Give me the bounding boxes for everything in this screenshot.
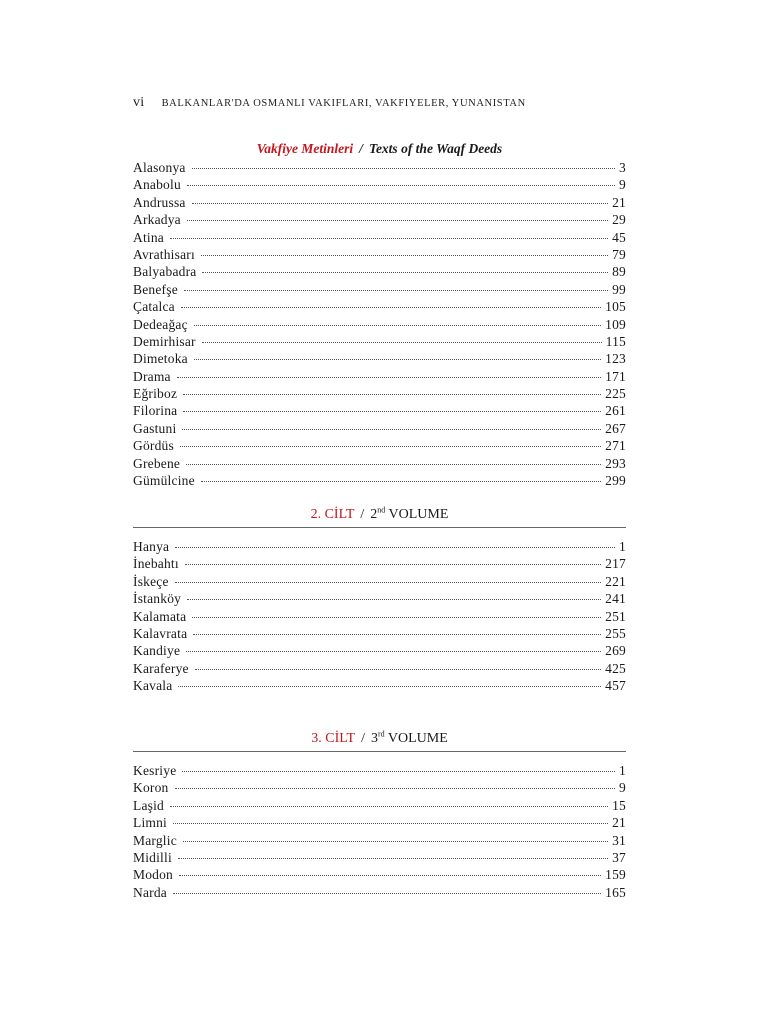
toc-entry <box>133 832 626 849</box>
toc-entry <box>133 472 626 489</box>
toc-entry-page: 261 <box>605 403 626 419</box>
dot-leader <box>193 634 601 635</box>
toc-entry-name: Dedeağaç <box>133 316 188 332</box>
volume-ordinal: 3 <box>370 731 378 746</box>
toc-entry-page: 79 <box>612 246 626 262</box>
dot-leader <box>179 875 601 876</box>
dot-leader <box>182 771 615 772</box>
section-title-red: 3. CİLT <box>311 731 356 746</box>
toc-entry <box>133 194 626 211</box>
toc-entry <box>133 455 626 472</box>
toc-entry-name: Anabolu <box>133 177 181 193</box>
toc-entry-name: İskeçe <box>133 573 169 589</box>
running-title: BALKANLAR'DA OSMANLI VAKIFLARI, VAKFIYELER, YUNANISTAN <box>161 98 526 109</box>
toc-entry-name: Narda <box>133 884 167 900</box>
page-number: vi <box>133 95 145 110</box>
dot-leader <box>185 564 601 565</box>
toc-entry <box>133 350 626 367</box>
title-separator: / <box>359 141 363 156</box>
toc-entry <box>133 677 626 694</box>
toc-entry-name: Midilli <box>133 849 172 865</box>
toc-entry-name: Kalamata <box>133 608 187 624</box>
toc-entry-name: Hanya <box>133 539 170 554</box>
toc-entry-name: Alasonya <box>133 160 186 175</box>
section-title-waqf-deeds <box>133 141 626 157</box>
toc-entry-name: Gastuni <box>133 420 177 436</box>
dot-leader <box>178 686 601 687</box>
toc-entry-name: Gördüs <box>133 438 174 454</box>
toc-entry-page: 109 <box>605 316 626 332</box>
toc-entry-page: 1 <box>619 763 626 778</box>
toc-entry-page: 3 <box>619 160 626 175</box>
toc-entry-name: Gümülcine <box>133 473 195 489</box>
dot-leader <box>175 582 601 583</box>
toc-entry <box>133 211 626 228</box>
toc-list-section-2 <box>133 538 626 695</box>
toc-entry-page: 221 <box>605 573 626 589</box>
toc-entry-name: İstanköy <box>133 591 182 607</box>
toc-entry-page: 241 <box>605 591 626 607</box>
dot-leader <box>192 168 615 169</box>
toc-entry <box>133 246 626 263</box>
title-separator: / <box>360 507 365 522</box>
toc-list-section-1 <box>133 159 626 489</box>
toc-entry-name: Kavala <box>133 678 173 694</box>
toc-entry-name: Demirhisar <box>133 333 196 349</box>
section-title-volume-3 <box>133 731 626 747</box>
toc-entry <box>133 625 626 642</box>
toc-entry <box>133 368 626 385</box>
toc-entry-page: 105 <box>605 299 626 315</box>
dot-leader <box>187 220 608 221</box>
toc-entry <box>133 385 626 402</box>
toc-entry-page: 89 <box>612 264 626 280</box>
toc-entry-page: 45 <box>612 229 626 245</box>
dot-leader <box>182 429 601 430</box>
dot-leader <box>173 893 601 894</box>
toc-entry-page: 271 <box>605 438 626 454</box>
toc-entry-page: 115 <box>605 333 626 349</box>
dot-leader <box>192 203 608 204</box>
toc-entry-page: 425 <box>605 660 626 676</box>
toc-entry <box>133 316 626 333</box>
toc-entry <box>133 229 626 246</box>
section-title-volume-2 <box>133 507 626 523</box>
dot-leader <box>192 617 601 618</box>
toc-entry <box>133 176 626 193</box>
dot-leader <box>201 255 608 256</box>
toc-entry-name: Kesriye <box>133 763 177 778</box>
dot-leader <box>201 481 601 482</box>
toc-entry-name: Benefşe <box>133 281 178 297</box>
toc-entry-name: Modon <box>133 867 174 883</box>
dot-leader <box>186 464 601 465</box>
toc-entry <box>133 437 626 454</box>
dot-leader <box>183 411 601 412</box>
toc-entry <box>133 797 626 814</box>
toc-entry-name: Arkadya <box>133 212 181 228</box>
dot-leader <box>194 325 601 326</box>
toc-entry-name: Çatalca <box>133 299 175 315</box>
toc-entry-page: 21 <box>612 815 626 831</box>
toc-entry <box>133 814 626 831</box>
toc-entry-page: 171 <box>605 368 626 384</box>
toc-entry <box>133 590 626 607</box>
dot-leader <box>178 858 608 859</box>
volume-ordinal: 2 <box>370 507 378 522</box>
toc-entry-page: 267 <box>605 420 626 436</box>
toc-entry <box>133 420 626 437</box>
toc-entry <box>133 538 626 555</box>
toc-entry-page: 269 <box>605 643 626 659</box>
dot-leader <box>186 651 601 652</box>
toc-entry-page: 165 <box>605 884 626 900</box>
toc-entry-page: 9 <box>619 177 626 193</box>
toc-entry-page: 1 <box>619 539 626 554</box>
dot-leader <box>187 599 601 600</box>
dot-leader <box>187 185 615 186</box>
toc-entry-name: Karaferye <box>133 660 189 676</box>
dot-leader <box>183 841 608 842</box>
toc-entry <box>133 779 626 796</box>
running-head <box>133 95 526 111</box>
toc-entry-page: 299 <box>605 473 626 489</box>
toc-entry-page: 15 <box>612 797 626 813</box>
dot-leader <box>173 823 608 824</box>
volume-label: VOLUME <box>384 731 448 746</box>
toc-entry <box>133 333 626 350</box>
toc-entry-name: Limni <box>133 815 167 831</box>
toc-entry-name: Dimetoka <box>133 351 188 367</box>
toc-entry-name: Eğriboz <box>133 386 178 402</box>
toc-entry-page: 293 <box>605 455 626 471</box>
toc-entry-page: 457 <box>605 678 626 694</box>
toc-entry-page: 255 <box>605 625 626 641</box>
toc-entry <box>133 555 626 572</box>
toc-entry-name: Filorina <box>133 403 178 419</box>
section-title-red: Vakfiye Metinleri <box>256 141 354 156</box>
toc-entry-name: Kandiye <box>133 643 181 659</box>
dot-leader <box>195 669 601 670</box>
dot-leader <box>175 788 616 789</box>
toc-entry <box>133 762 626 779</box>
toc-entry-page: 9 <box>619 780 626 796</box>
dot-leader <box>202 342 602 343</box>
toc-entry <box>133 281 626 298</box>
toc-entry <box>133 642 626 659</box>
toc-entry <box>133 298 626 315</box>
volume-label: VOLUME <box>385 507 449 522</box>
toc-entry-name: Laşid <box>133 797 164 813</box>
dot-leader <box>202 272 608 273</box>
toc-entry-page: 251 <box>605 608 626 624</box>
toc-entry <box>133 660 626 677</box>
section-divider <box>133 527 626 528</box>
toc-entry-page: 21 <box>612 194 626 210</box>
toc-entry-page: 29 <box>612 212 626 228</box>
toc-entry-name: Drama <box>133 368 171 384</box>
dot-leader <box>170 806 608 807</box>
toc-entry-page: 123 <box>605 351 626 367</box>
toc-entry <box>133 573 626 590</box>
section-title-red: 2. CİLT <box>310 507 355 522</box>
dot-leader <box>177 377 601 378</box>
volume-ordinal-suffix: nd <box>377 505 386 515</box>
toc-entry <box>133 866 626 883</box>
section-divider <box>133 751 626 752</box>
toc-entry-name: Grebene <box>133 455 181 471</box>
toc-entry <box>133 608 626 625</box>
toc-entry-page: 31 <box>612 832 626 848</box>
volume-ordinal-suffix: rd <box>377 729 385 739</box>
toc-entry-name: Kalavrata <box>133 625 188 641</box>
toc-entry-name: Andrussa <box>133 194 186 210</box>
toc-entry-name: Marglic <box>133 832 177 848</box>
dot-leader <box>184 290 608 291</box>
title-separator: / <box>361 731 365 746</box>
dot-leader <box>181 307 601 308</box>
toc-entry <box>133 849 626 866</box>
toc-list-section-3 <box>133 762 626 901</box>
dot-leader <box>183 394 601 395</box>
dot-leader <box>194 359 601 360</box>
toc-entry-name: Balyabadra <box>133 264 197 280</box>
toc-entry-page: 225 <box>605 386 626 402</box>
toc-entry-name: Koron <box>133 780 169 796</box>
toc-entry-page: 159 <box>605 867 626 883</box>
toc-entry <box>133 263 626 280</box>
toc-entry <box>133 402 626 419</box>
toc-entry-name: İnebahtı <box>133 556 179 572</box>
toc-entry-name: Atina <box>133 229 164 245</box>
toc-entry-page: 217 <box>605 556 626 572</box>
section-title-english: Texts of the Waqf Deeds <box>368 141 503 156</box>
toc-entry <box>133 884 626 901</box>
toc-entry <box>133 159 626 176</box>
dot-leader <box>170 238 608 239</box>
toc-entry-name: Avrathisarı <box>133 246 195 262</box>
toc-entry-page: 99 <box>612 281 626 297</box>
dot-leader <box>175 547 615 548</box>
dot-leader <box>180 446 601 447</box>
toc-entry-page: 37 <box>612 849 626 865</box>
